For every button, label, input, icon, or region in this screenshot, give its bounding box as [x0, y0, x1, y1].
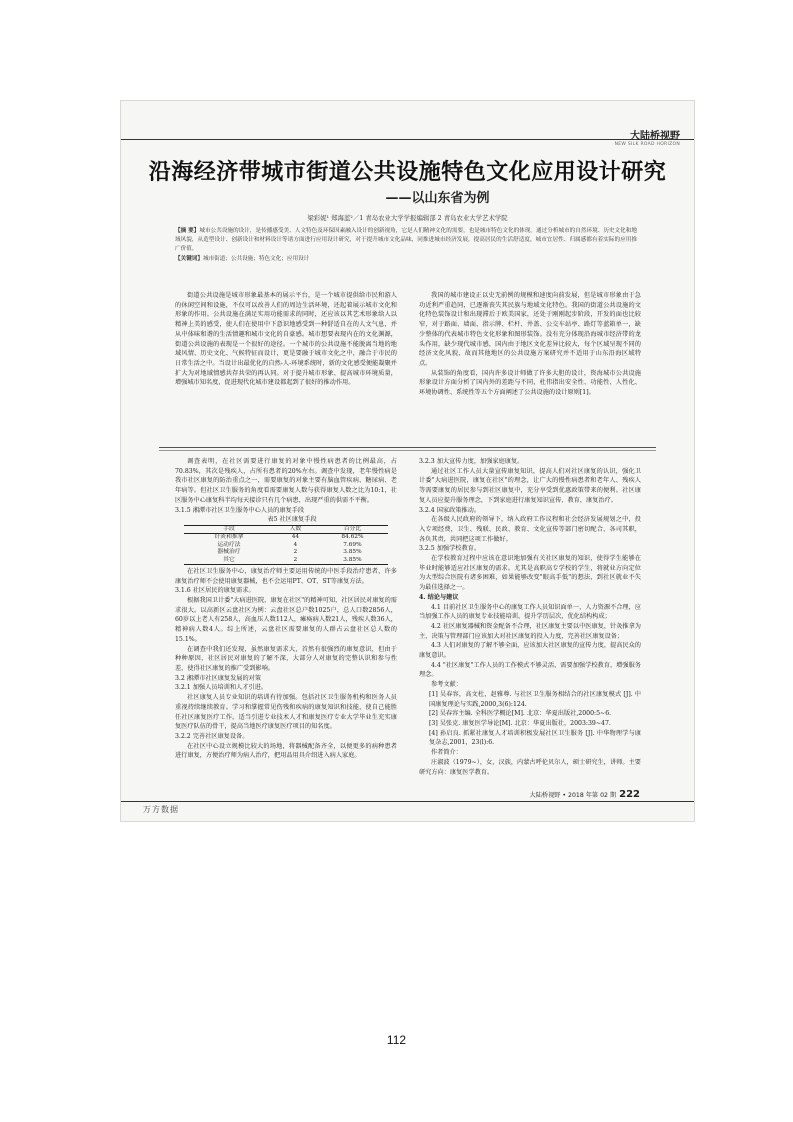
- table-cell: 针灸和推拿: [214, 534, 244, 541]
- lower-right-column: [419, 457, 641, 777]
- paragraph: 在调查中我们还发现，虽然康复需求大，首然有很强烈的康复意识，但由于种种原因，社区居民对康复的了解不深，大部分人对康复的完整认识和参与性差，使得社区康复的推广受到影响。: [175, 645, 397, 672]
- journal-label: 大陆桥视野: [630, 131, 680, 142]
- table-cell: 44: [291, 534, 300, 541]
- table-caption: 表5 社区康复手段: [267, 516, 317, 524]
- journal-footer-text: 大陆桥视野 • 2018 年第 02 期: [529, 792, 617, 799]
- table-cell: 7.69%: [343, 541, 362, 548]
- page-number: 112: [386, 1033, 407, 1047]
- rehab-methods-table: [184, 525, 388, 565]
- upper-right-column: [419, 291, 641, 398]
- abstract-text: 城市公共设施的设计，是传播感受美、人文特色及环保因素融入设计的创新视角，它是人们精神文化的需要，也是城市特色文化的体现。通过分析城市的自然环境、历史文化和地域风貌，从造型设计、创新设计和材料设计等诸方面进行应用设计研究，对于提升城市文化品味，同推进城市经济发展，提高居民的生活舒适度，城市宜居性、归属感都有着实际的应用推广价值。: [175, 228, 637, 252]
- table-cell: 3.85%: [343, 549, 362, 556]
- reference-item: [1] 吴春容，高文杜，赵雅尊. 与社区卫生服务相结合的社区康复模式 [J]. 中国康复理论与实践,2000,3(6):124.: [429, 690, 641, 708]
- scanned-journal-page: [120, 100, 695, 822]
- section-separator: [159, 447, 656, 448]
- author-bio-label: 作者简介：: [431, 749, 462, 757]
- table-cell: 2: [293, 549, 298, 556]
- subsection-heading: 3.2.3 加大宣传力度，加强家庭康复。: [419, 458, 524, 465]
- subsection-heading: 3.1.6 社区居民的康复需求。: [175, 587, 255, 595]
- table-header-cell: 手段: [223, 525, 235, 532]
- article-title: 沿海经济带城市街道公共设施特色文化应用设计研究: [148, 160, 667, 185]
- subsection-heading: 3.2.1 加强人员培训和人才引进。: [175, 684, 267, 692]
- paragraph: 在社区中心设立规模比较大的场地，将器械配备齐全，以便更多的病种患者进行康复，方便治疗师为病人治疗，把用品用具介绍进入病人家庭。: [175, 742, 397, 760]
- paragraph: 社区康复人员专业知识的培训有待加强。包括社区卫生服务机构和医务人员重视持续继续教育。学习和掌握常见伤残和疾病的康复知识和技能，使自己能胜任社区康复医疗工作。适当引进专业技术人才和康复医疗专业大学毕业生充实康复医疗队伍的骨干，提高当地医疗康复医疗项目的知名度。: [175, 694, 397, 731]
- table-cell: 运动疗法: [217, 541, 241, 548]
- abstract-block: [175, 227, 637, 264]
- subsection-heading: 3.2.2 完善社区康复设备。: [175, 732, 249, 740]
- article-subtitle: ——以山东省为例: [385, 191, 490, 206]
- table-row: [184, 549, 388, 556]
- journal-sub-label: NEW SILK ROAD HORIZON: [614, 142, 680, 147]
- table-cell: 84.62%: [341, 534, 364, 541]
- keywords: [175, 255, 637, 264]
- paragraph: 从装饰的角度看，国内许多设计师做了许多大胆的设计，资海城市公共设施形象设计方面分析了国内外的差距与不同，杜伟指出安全性、功能性、人性化、环境协调性、系统性等五个方面阐述了公共设施的设计原则[1]。: [419, 369, 641, 397]
- lower-left-column: [175, 457, 397, 761]
- journal-footer: [530, 789, 640, 800]
- subsection-heading: 3.1.5 湘潭市社区卫生服务中心人员的康复手段: [175, 506, 305, 514]
- table-cell: 其它: [223, 556, 235, 563]
- abstract: [175, 227, 637, 254]
- section-heading: 3.2 湘潭市社区康复发展的对策: [175, 674, 262, 682]
- subsection-heading: 3.2.5 加强学校教育。: [419, 545, 481, 553]
- paragraph: 我国的城市建设正以史无前例的规模和速度向前发展，但是城市形象由于急功近利严重趋同，已逐渐丧失其民族与地域文化特色。我国的街道公共设施的文化特色装饰设计和出现滞后于欧美国家，还处于刚刚起步阶段，开发的面也比较窄，对于路面、墙面、指示牌、栏杆、井盖、公交车站亭、路灯等蓝箱单一，缺少整体的代表城市特色文化形象和图形装饰。没有充分体现沿海城市经济带的龙头作用，缺少现代城市感，国内由于地区文化差异比较大，每个区域呈现不同的经济文化风貌，故而其他地区的公共设施方案研究并不适用于山东沿海区域特点。: [419, 292, 641, 367]
- table-row: [184, 542, 388, 549]
- reference-item: [3] 吴张克. 康复医学导论[M]. 北京：华夏出版社，2003:39~47.: [429, 719, 611, 727]
- table-cell: 器械治疗: [217, 549, 241, 556]
- paragraph: 4.2 社区康复器械和资金配备不合理，社区康复主要以中医康复，针灸推拿为主，决策与管理部门应该加大对社区康复的投入力度，完善社区康复设备；: [419, 622, 641, 640]
- table-cell: 3.85%: [343, 556, 362, 563]
- subsection-heading: 3.2.4 国家政策推动。: [419, 506, 481, 514]
- table-header-cell: 百分比: [343, 525, 362, 532]
- section-heading: 4. 结论与建议: [419, 593, 459, 601]
- keywords-label: 【关键词】: [175, 256, 203, 262]
- table-cell: 4: [293, 541, 298, 548]
- reference-item: [4] 孙启良. 抓紧社康复人才培训积极发展社区卫生服务 [J]. 中华物理学与康复杂志,2001，23(l):6.: [429, 729, 641, 747]
- paragraph: 通过社区工作人员大量宣传康复知识，提高人们对社区康复的认识，强化卫计委"大病进医院，康复在社区"的理念，让广大的慢性病患者和老年人、残疾人等需要康复的居民参与到社区康复中，充分享受到优惠政策带来的便利。社区康复人员应提升服务理念，下到家庭进行康复知识宣传、教育，康复治疗。: [419, 467, 641, 504]
- paragraph: 在社区卫生服务中心，康复治疗师主要运用传统的中医手段治疗患者，许多康复治疗师不会使用康复器械，也不会运用PT、OT、ST等康复方法。: [175, 567, 397, 585]
- references-label: 参考文献：: [431, 681, 462, 689]
- paragraph: 4.3 人们对康复的了解不够全面，应该加大社区康复的宣传力度，提高民众的康复意识。: [419, 642, 641, 660]
- table-row: [184, 534, 388, 542]
- reference-item: [2] 吴春容主编. 全科医学概论[M]. 北京：华夏出版社,2000:5~6.: [429, 710, 612, 718]
- article-authors: 梁彩妮¹ 郑海蓝²／1 青岛农业大学学报编辑部 2 青岛农业大学艺术学院: [307, 214, 508, 222]
- paragraph: 4.4 "社区康复"工作人员的工作模式不够灵活，需要加强学校教育，增强服务理念。: [419, 661, 641, 679]
- paragraph: 4.1 目前社区卫生服务中心的康复工作人员知识面单一，人力资源不合理，应当加强工作人员的康复专业技能培训，提升学历层次，优化结构构成；: [419, 603, 641, 621]
- keywords-text: 城市街道；公共设施；特色文化；应用设计: [202, 256, 310, 262]
- header-rule: [121, 139, 694, 140]
- paragraph: 根据我国卫计委"大病进医院，康复在社区"的精神可知，社区居民对康复的需求很大。以高新区云盘社区为例：云盘社区总户数1025户，总人口数2856人，60岁以上老人有258人，高血压人数112人，瘫痪病人数21人，残疾人数36人，精神病人数4人。综上所述，云盘社区需要康复的人群占云盘社区总人数的15.1%。: [175, 597, 397, 643]
- author-bio: 庄淑波（1979~），女，汉族，内蒙古呼伦贝尔人，硕士研究生，讲师。主要研究方向：康复医学教育。: [419, 758, 641, 776]
- footer-rule: [121, 801, 694, 802]
- table-header-row: [184, 525, 388, 533]
- upper-left-column: [175, 291, 397, 388]
- journal-page-number: 222: [619, 789, 640, 800]
- paragraph: 街道公共设施是城市形象最基本的展示平台，是一个城市提供给市民和游人的休闲空间和设施，不仅可以改善人们的周边生活环境，还起着展示城市文化和形象的作用。公共设施在满足实用功能需求的同时，还应该以其艺术形象给人以精神上美的感受，使人们在使用中下意识地感受到一种舒适自在的人文气息，并从中体味和谐的生活情趣和城市文化的自豪感。城市想要表现内在的文化渊源，街道公共设施的表现是一个很好的途径。一个城市的公共设施不能脱离当地的地域风情、历史文化、气候特征而设计，更是要融于城市文化之中，融合于市民的日常生活之中。当设计出最优化的自然-人-环境系统时，新的文化感受便能凝聚并扩大为对地域情感共存共荣的再认同。对于提升城市形象、提高城市环境质量，增强城市知名度，促进现代化城市建设都起到了很好的推动作用。: [175, 292, 397, 387]
- footer-fragment: 万方数据: [143, 805, 179, 814]
- abstract-label: 【摘 要】: [175, 228, 200, 234]
- section-separator-thin: [159, 450, 656, 451]
- paragraph: 调查表明，在社区需要进行康复的对象中慢性病患者的比例最高，占70.83%，其次是残疾人，占所有患者的20%左右。调查中发现，老年慢性病是我市社区康复的防治重点之一，需要康复的对象主要有脑血管疾病、糖尿病、老年病等。但社区卫生服务的角度看需要康复人数与获得康复人数之比为10:1，社区服务中心康复科半均每天接诊只有几个病患，出现严重的供需不平衡。: [175, 458, 397, 504]
- paragraph: 在各级人民政府的领导下，纳入政府工作议程和社会经济发展规划之中，投入专项经费，卫生、残联、民政、教育、文化宣传等部门密切配合，各司其职，各负其责，共同把这项工作做好。: [419, 516, 641, 543]
- paragraph: 在学校教育过程中应该在意识地加强有关社区康复的知识，使得学生能够在毕业时能够适应社区康复的需求。尤其是高职高专学校的学生，将就业方向定位为大型综合医院有诸多困难，如果能够改变"眼高手低"的想法，到社区就业不失为最佳选择之一。: [419, 555, 641, 592]
- table-row: [184, 557, 388, 565]
- table-cell: 2: [293, 556, 298, 563]
- table-header-cell: 人数: [289, 525, 302, 532]
